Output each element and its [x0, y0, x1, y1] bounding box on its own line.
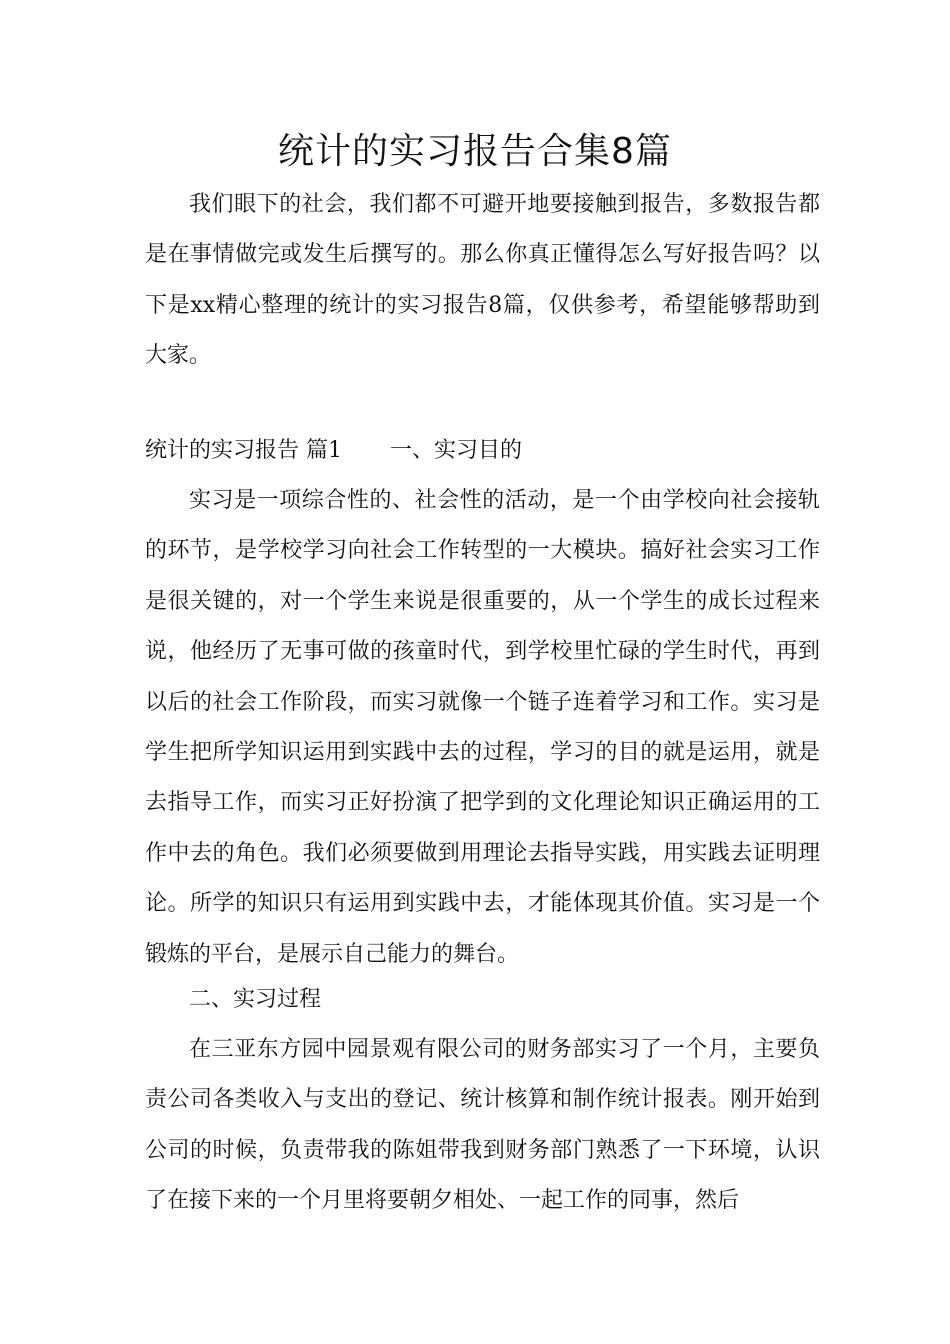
process-paragraph: 在三亚东方园中园景观有限公司的财务部实习了一个月，主要负责公司各类收入与支出的登记、统计核算和制作统计报表。刚开始到公司的时候，负责带我的陈姐带我到财务部门熟悉了一下环境，认识了在接下来的一个月里将要朝夕相处、一起工作的同事，然后	[145, 1037, 820, 1214]
document-title: 统计的实习报告合集8篇	[278, 131, 672, 172]
section-1-line	[145, 426, 820, 476]
section-1-label: 统计的实习报告 篇1	[145, 438, 342, 463]
process-heading: 二、实习过程	[189, 987, 322, 1012]
intro-paragraph: 我们眼下的社会，我们都不可避开地要接触到报告，多数报告都是在事情做完或发生后撰写的。那么你真正懂得怎么写好报告吗？以下是xx精心整理的统计的实习报告8篇，仅供参考，希望能够帮助到大家。	[145, 192, 820, 369]
purpose-heading: 一、实习目的	[390, 438, 523, 463]
purpose-paragraph: 实习是一项综合性的、社会性的活动，是一个由学校向社会接轨的环节，是学校学习向社会工作转型的一大模块。搞好社会实习工作是很关键的，对一个学生来说是很重要的，从一个学生的成长过程来说，他经历了无事可做的孩童时代，到学校里忙碌的学生时代，再到以后的社会工作阶段，而实习就像一个链子连着学习和工作。实习是学生把所学知识运用到实践中去的过程，学习的目的就是运用，就是去指导工作，而实习正好扮演了把学到的文化理论知识正确运用的工作中去的角色。我们必须要做到用理论去指导实践，用实践去证明理论。所学的知识只有运用到实践中去，才能体现其价值。实习是一个锻炼的平台，是展示自己能力的舞台。	[145, 488, 820, 967]
